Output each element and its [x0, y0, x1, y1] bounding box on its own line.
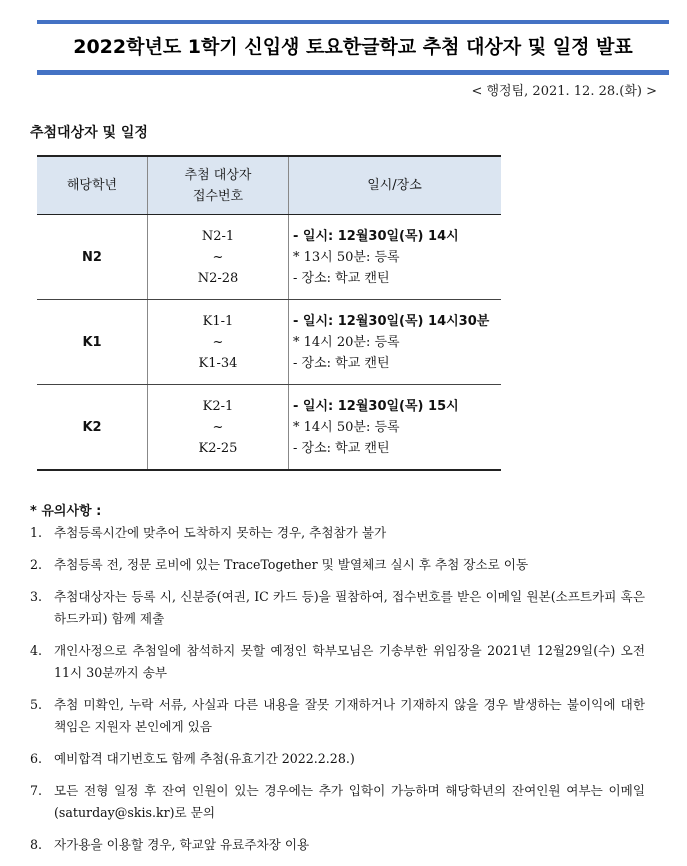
item-number: 3.	[30, 589, 43, 604]
table-row	[37, 385, 501, 471]
page-title: 2022학년도 1학기 신입생 토요한글학교 추첨 대상자 및 일정 발표	[73, 36, 633, 58]
list-item	[30, 586, 645, 630]
row-schedule	[289, 215, 502, 300]
range-to: N2-28	[197, 270, 239, 286]
schedule-register: * 14시 50분: 등록	[293, 419, 400, 435]
schedule-place: - 장소: 학교 캔틴	[293, 270, 390, 286]
title-banner	[37, 20, 669, 75]
section-title: 추첨대상자 및 일정	[30, 125, 148, 141]
item-text: 자가용을 이용할 경우, 학교앞 유료주차장 이용	[54, 837, 310, 852]
schedule-register: * 13시 50분: 등록	[293, 249, 400, 265]
item-number: 2.	[30, 557, 43, 572]
item-number: 5.	[30, 697, 43, 712]
schedule-time: - 일시: 12월30일(목) 14시30분	[293, 313, 490, 329]
range-sep: ~	[212, 249, 224, 265]
list-item	[30, 834, 645, 856]
row-grade: K1	[37, 300, 148, 385]
schedule-table	[37, 155, 501, 471]
range-sep: ~	[212, 419, 224, 435]
schedule-place: - 장소: 학교 캔틴	[293, 355, 390, 371]
header-range-line2: 접수번호	[192, 188, 244, 204]
list-item	[30, 640, 645, 684]
row-range	[148, 300, 289, 385]
list-item	[30, 780, 645, 824]
range-sep: ~	[212, 334, 224, 350]
table-row	[37, 215, 501, 300]
dateline: < 행정팀, 2021. 12. 28.(화) >	[471, 84, 657, 99]
list-item	[30, 522, 645, 544]
item-text: 추첨등록시간에 맞추어 도착하지 못하는 경우, 추첨참가 불가	[54, 525, 387, 540]
header-range-line1: 추첨 대상자	[184, 167, 252, 183]
row-range	[148, 215, 289, 300]
schedule-place: - 장소: 학교 캔틴	[293, 440, 390, 456]
list-item	[30, 694, 645, 738]
schedule-register: * 14시 20분: 등록	[293, 334, 400, 350]
schedule-time: - 일시: 12월30일(목) 14시	[293, 228, 459, 244]
row-schedule	[289, 300, 502, 385]
item-number: 4.	[30, 643, 43, 658]
range-from: K1-1	[202, 313, 234, 329]
item-number: 1.	[30, 525, 43, 540]
row-grade: K2	[37, 385, 148, 471]
item-number: 8.	[30, 837, 43, 852]
range-to: K1-34	[198, 355, 238, 371]
row-range	[148, 385, 289, 471]
item-text: 예비합격 대기번호도 함께 추첨(유효기간 2022.2.28.)	[54, 751, 355, 766]
item-number: 6.	[30, 751, 43, 766]
item-text: 추첨대상자는 등록 시, 신분증(여권, IC 카드 등)을 필참하여, 접수번호를 받은 이메일 원본(소프트카피 혹은 하드카피) 함께 제출	[54, 589, 645, 626]
schedule-time: - 일시: 12월30일(목) 15시	[293, 398, 459, 414]
row-grade: N2	[37, 215, 148, 300]
table-row	[37, 300, 501, 385]
item-text: 개인사정으로 추첨일에 참석하지 못할 예정인 학부모님은 기송부한 위임장을 2021년 12월29일(수) 오전 11시 30분까지 송부	[54, 643, 645, 680]
title-bottom-rule	[37, 70, 669, 75]
range-to: K2-25	[198, 440, 238, 456]
notice-heading: * 유의사항 :	[30, 504, 102, 519]
list-item	[30, 554, 645, 576]
item-text: 모든 전형 일정 후 잔여 인원이 있는 경우에는 추가 입학이 가능하며 해당학년의 잔여인원 여부는 이메일 (saturday@skis.kr)로 문의	[54, 783, 645, 820]
item-number: 7.	[30, 783, 43, 798]
list-item	[30, 748, 645, 770]
item-text: 추첨 미확인, 누락 서류, 사실과 다른 내용을 잘못 기재하거나 기재하지 않을 경우 발생하는 불이익에 대한 책임은 지원자 본인에게 있음	[54, 697, 645, 734]
header-schedule: 일시/장소	[289, 156, 502, 215]
header-range	[148, 156, 289, 215]
header-grade: 해당학년	[37, 156, 148, 215]
notice-list	[30, 522, 645, 866]
range-from: K2-1	[202, 398, 234, 414]
row-schedule	[289, 385, 502, 471]
table-header-row	[37, 156, 501, 215]
range-from: N2-1	[201, 228, 235, 244]
item-text: 추첨등록 전, 정문 로비에 있는 TraceTogether 및 발열체크 실시 후 추첨 장소로 이동	[54, 557, 529, 572]
